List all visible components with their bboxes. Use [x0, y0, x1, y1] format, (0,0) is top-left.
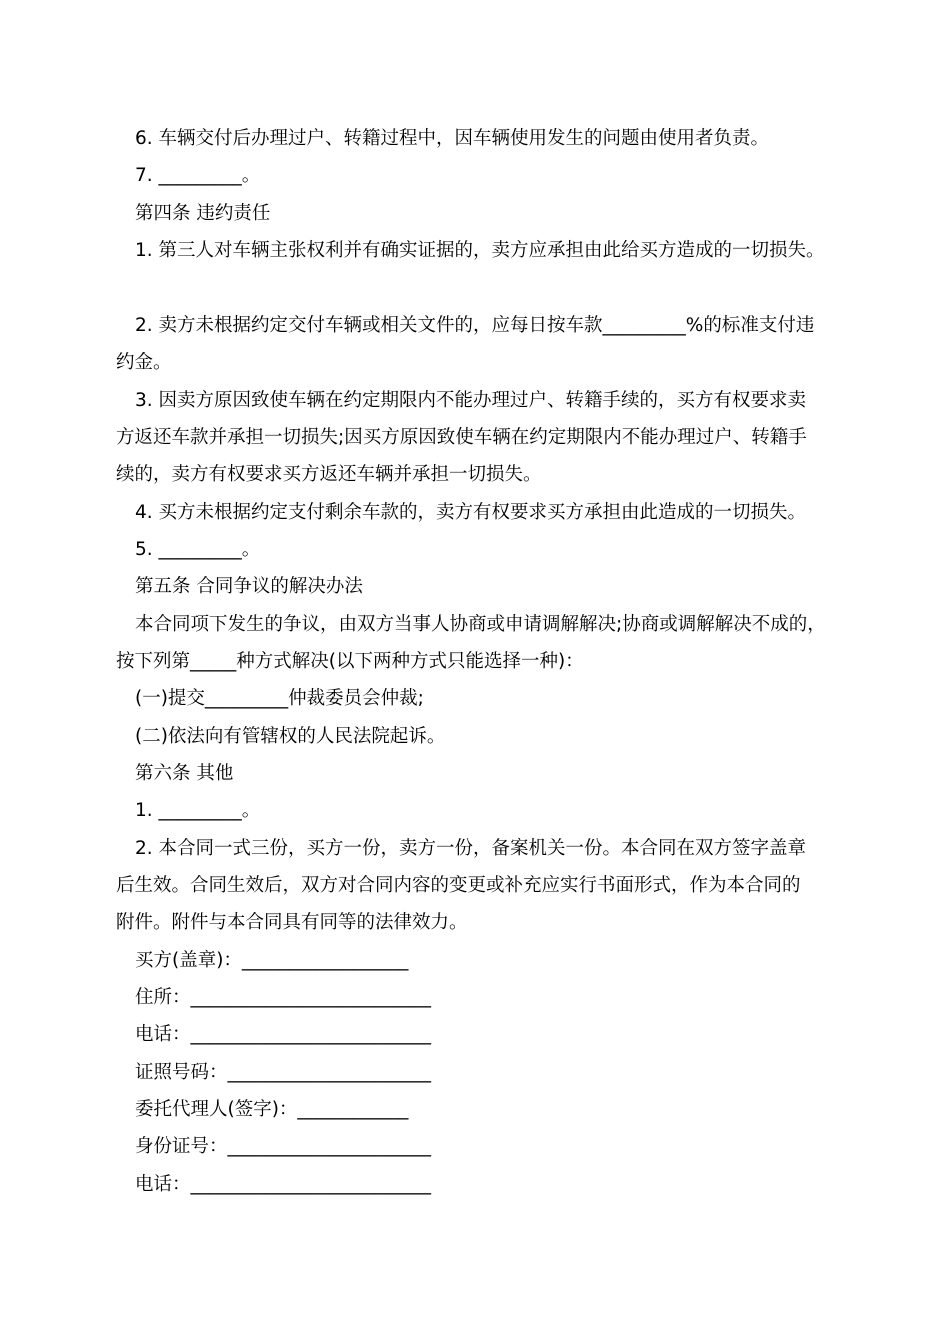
article-6-clause-1: 1. _________。 [135, 800, 261, 821]
article-5-body-2: 按下列第_____种方式解决(以下两种方式只能选择一种)： [116, 651, 584, 672]
article-5-heading: 第五条 合同争议的解决办法 [135, 576, 363, 597]
article-4-clause-2: 2. 卖方未根据约定交付车辆或相关文件的，应每日按车款_________%的标准支付违 [135, 315, 815, 336]
article-4-clause-3-cont-1: 方返还车款并承担一切损失;因买方原因致使车辆在约定期限内不能办理过户、转籍手 [116, 427, 807, 448]
article-5-option-2: (二)依法向有管辖权的人民法院起诉。 [135, 726, 446, 747]
article-6-heading: 第六条 其他 [135, 763, 234, 784]
agent-signature-field: 委托代理人(签字)：____________ [135, 1099, 409, 1120]
buyer-seal-field: 买方(盖章)：__________________ [135, 950, 409, 971]
article-4-clause-1: 1. 第三人对车辆主张权利并有确实证据的，卖方应承担由此给买方造成的一切损失。 [135, 240, 825, 261]
article-4-clause-3: 3. 因卖方原因致使车辆在约定期限内不能办理过户、转籍手续的，买方有权要求卖 [135, 390, 807, 411]
article-4-clause-4: 4. 买方未根据约定支付剩余车款的，卖方有权要求买方承担由此造成的一切损失。 [135, 502, 807, 523]
license-number-field: 证照号码：______________________ [135, 1062, 432, 1083]
article-4-heading: 第四条 违约责任 [135, 203, 271, 224]
id-number-field: 身份证号：______________________ [135, 1136, 432, 1157]
agent-phone-field: 电话：__________________________ [135, 1174, 432, 1195]
article-4-clause-5: 5. _________。 [135, 539, 261, 560]
article-5-option-1: (一)提交_________仲裁委员会仲裁; [135, 688, 424, 709]
article-4-clause-3-cont-2: 续的，卖方有权要求买方返还车辆并承担一切损失。 [116, 464, 542, 485]
article-6-clause-2-cont-1: 后生效。合同生效后，双方对合同内容的变更或补充应实行书面形式，作为本合同的 [116, 875, 801, 896]
article-5-body-1: 本合同项下发生的争议，由双方当事人协商或申请调解解决;协商或调解解决不成的， [135, 614, 826, 635]
article-4-clause-2-cont: 约金。 [116, 352, 172, 373]
article-6-clause-2: 2. 本合同一式三份，买方一份，卖方一份，备案机关一份。本合同在双方签字盖章 [135, 838, 807, 859]
line-7: 7. _________。 [135, 165, 261, 186]
phone-field: 电话：__________________________ [135, 1024, 432, 1045]
article-6-clause-2-cont-2: 附件。附件与本合同具有同等的法律效力。 [116, 912, 468, 933]
line-6: 6. 车辆交付后办理过户、转籍过程中，因车辆使用发生的问题由使用者负责。 [135, 128, 770, 149]
address-field: 住所：__________________________ [135, 987, 432, 1008]
